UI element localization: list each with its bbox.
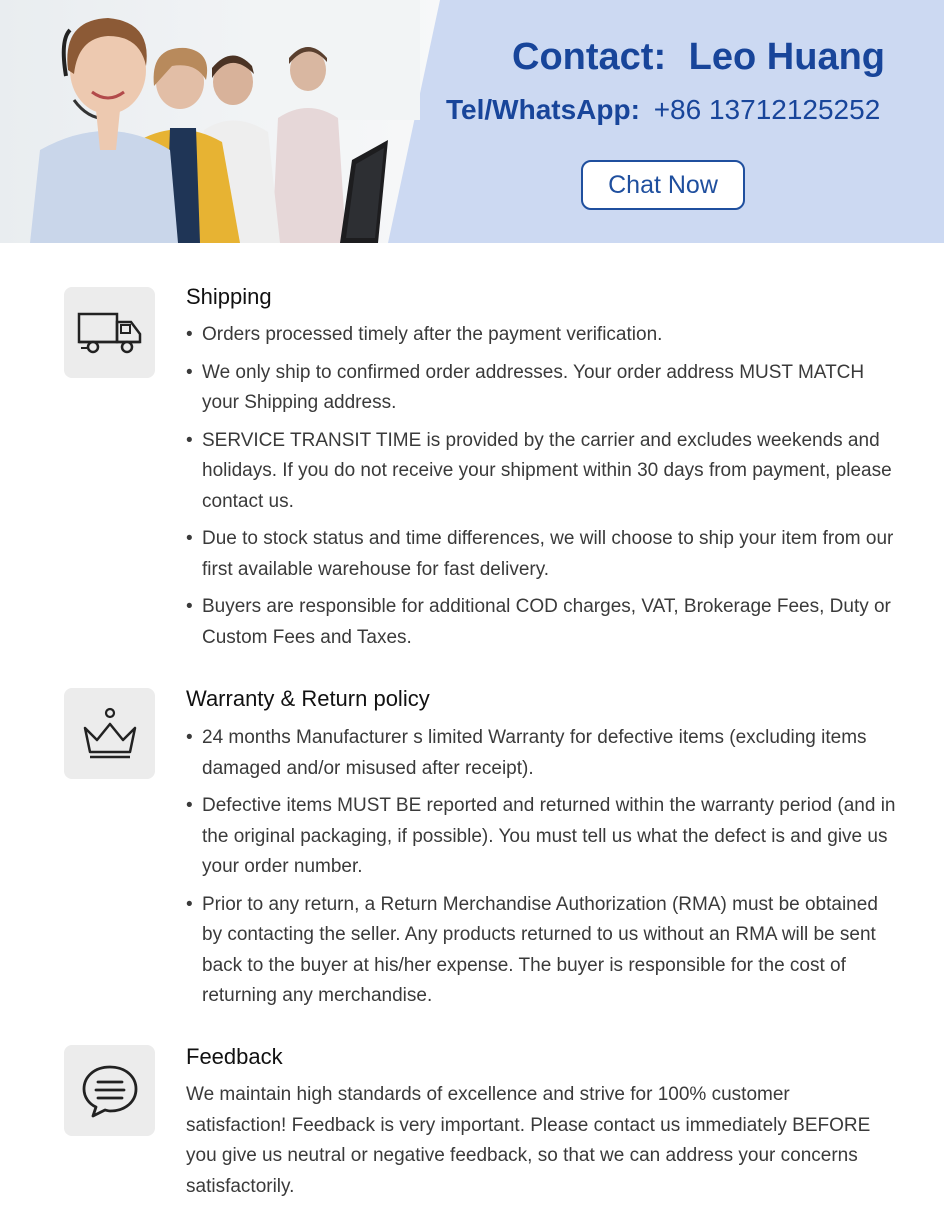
list-item: • Buyers are responsible for additional COD charges, VAT, Brokerage Fees, Duty or Custom Fees and Taxes.	[186, 592, 896, 653]
chat-bubble-icon	[80, 1062, 140, 1120]
truck-icon	[77, 310, 143, 356]
list-item: • Orders processed timely after the payment verification.	[186, 320, 896, 351]
contact-label: Contact:	[512, 36, 667, 78]
feedback-icon-box	[64, 1045, 155, 1136]
shipping-list	[186, 320, 896, 660]
list-item: • Prior to any return, a Return Merchandise Authorization (RMA) must be obtained by contacting the seller. Any products returned to us without an RMA will be sent back to the buyer at his/her expense. The buyer is responsible for the cost of returning any merchandise.	[186, 890, 896, 1012]
contact-name: Leo Huang	[688, 36, 885, 78]
tel-label: Tel/WhatsApp:	[446, 94, 640, 125]
warranty-list	[186, 723, 896, 1019]
tel-number[interactable]: +86 13712125252	[653, 94, 881, 125]
contact-heading	[0, 36, 944, 79]
feedback-title: Feedback	[186, 1044, 283, 1069]
shipping-title: Shipping	[186, 284, 272, 309]
list-item: • We only ship to confirmed order addresses. Your order address MUST MATCH your Shipping address.	[186, 358, 896, 419]
list-item: • 24 months Manufacturer s limited Warranty for defective items (excluding items damaged and/or misused after receipt).	[186, 723, 896, 784]
list-item: • Due to stock status and time differences, we will choose to ship your item from our first available warehouse for fast delivery.	[186, 524, 896, 585]
list-item: • SERVICE TRANSIT TIME is provided by the carrier and excludes weekends and holidays. If you do not receive your shipment within 30 days from payment, please contact us.	[186, 426, 896, 518]
contact-phone	[446, 94, 880, 126]
warranty-title: Warranty & Return policy	[186, 686, 430, 711]
shipping-icon-box	[64, 287, 155, 378]
list-item: • Defective items MUST BE reported and returned within the warranty period (and in the original packaging, if possible). You must tell us what the defect is and give us your order number.	[186, 791, 896, 883]
warranty-icon-box	[64, 688, 155, 779]
chat-now-button[interactable]: Chat Now	[581, 160, 745, 210]
feedback-text: We maintain high standards of excellence and strive for 100% customer satisfaction! Feedback is very important. Please contact us immediately BEFORE you give us neutral or negative feedback, so that we can address your concerns satisfactorily.	[186, 1084, 871, 1197]
contact-banner	[0, 0, 944, 243]
crown-icon	[80, 706, 140, 762]
